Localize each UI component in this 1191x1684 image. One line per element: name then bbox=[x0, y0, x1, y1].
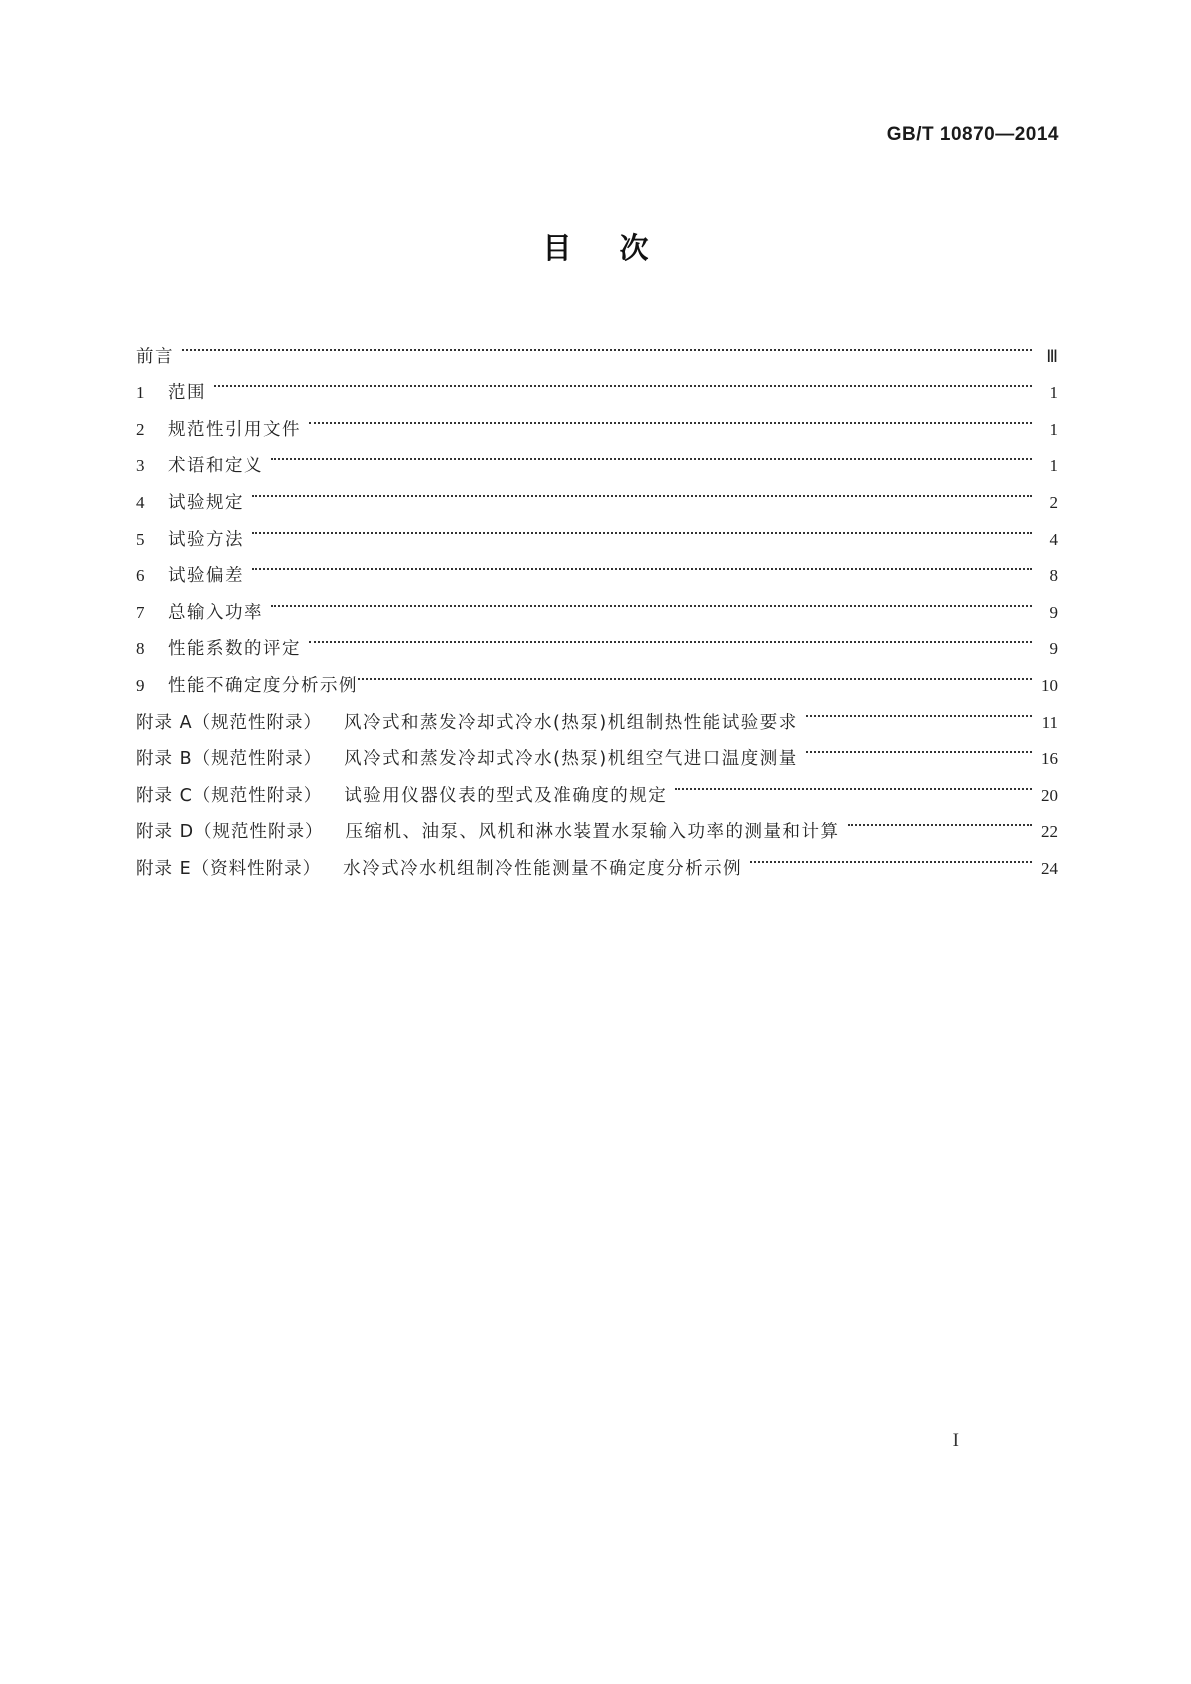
toc-entry-title: 性能系数的评定 bbox=[168, 639, 301, 660]
toc-entry-page: 9 bbox=[1049, 639, 1058, 659]
toc-annex-label: 附录 A（规范性附录） bbox=[136, 712, 323, 733]
toc-leader-dots bbox=[309, 618, 1032, 655]
toc-annex-label: 附录 B（规范性附录） bbox=[136, 749, 323, 770]
toc-entry-number: 3 bbox=[136, 456, 145, 476]
toc-entry-title: 总输入功率 bbox=[168, 602, 263, 623]
toc-leader-dots bbox=[848, 801, 1032, 838]
toc-entry-title: 性能不确定度分析示例 bbox=[168, 675, 358, 696]
toc-entry-number: 8 bbox=[136, 639, 145, 659]
toc-entry-foreword[interactable] bbox=[136, 325, 1058, 367]
toc-annex-label: 附录 C（规范性附录） bbox=[136, 785, 323, 806]
toc-entry-page: 2 bbox=[1049, 492, 1058, 512]
toc-entry-page: 8 bbox=[1049, 566, 1058, 586]
toc-entry-title: 试验用仪器仪表的型式及准确度的规定 bbox=[344, 785, 668, 806]
toc-entry-title: 压缩机、油泵、风机和淋水装置水泵输入功率的测量和计算 bbox=[345, 822, 840, 843]
toc-entry-number: 7 bbox=[136, 602, 145, 622]
toc-entry-number: 5 bbox=[136, 529, 145, 549]
toc-entry-number: 2 bbox=[136, 419, 145, 439]
toc-entry-number: 9 bbox=[136, 675, 145, 695]
toc-entry-page: 22 bbox=[1041, 822, 1058, 842]
toc-entry-title: 试验规定 bbox=[168, 492, 244, 513]
toc-entry-2[interactable] bbox=[136, 398, 1058, 440]
toc-entry-title: 风冷式和蒸发冷却式冷水(热泵)机组制热性能试验要求 bbox=[344, 712, 798, 733]
toc-annex-label: 附录 E（资料性附录） bbox=[136, 858, 322, 879]
toc-leader-dots bbox=[806, 728, 1032, 765]
toc-entry-3[interactable] bbox=[136, 435, 1058, 477]
toc-entry-page: 1 bbox=[1049, 419, 1058, 439]
toc-leader-dots bbox=[806, 691, 1032, 728]
toc-leader-dots bbox=[182, 325, 1032, 362]
toc-leader-dots bbox=[252, 471, 1032, 508]
toc-leader-dots bbox=[358, 654, 1032, 691]
toc-entry-page: 11 bbox=[1041, 712, 1058, 732]
toc-leader-dots bbox=[252, 545, 1032, 582]
toc-entry-page: 4 bbox=[1049, 529, 1058, 549]
toc-entry-7[interactable] bbox=[136, 581, 1058, 623]
toc-entry-number: 6 bbox=[136, 566, 145, 586]
toc-leader-dots bbox=[271, 435, 1032, 472]
toc-leader-dots bbox=[309, 398, 1032, 435]
toc-entry-title: 规范性引用文件 bbox=[168, 419, 301, 440]
toc-entry-page: Ⅲ bbox=[1046, 346, 1058, 366]
table-of-contents bbox=[136, 325, 1058, 879]
toc-entry-page: 10 bbox=[1041, 675, 1058, 695]
toc-entry-page: 1 bbox=[1049, 456, 1058, 476]
toc-entry-title: 试验方法 bbox=[168, 529, 244, 550]
toc-leader-dots bbox=[214, 362, 1032, 399]
toc-entry-number: 4 bbox=[136, 492, 145, 512]
toc-entry-title: 术语和定义 bbox=[168, 456, 263, 477]
page-number: I bbox=[952, 1430, 959, 1451]
toc-entry-title: 水冷式冷水机组制冷性能测量不确定度分析示例 bbox=[343, 858, 743, 879]
toc-entry-number: 1 bbox=[136, 383, 145, 403]
toc-entry-page: 24 bbox=[1041, 858, 1058, 878]
standard-code: GB/T 10870—2014 bbox=[886, 124, 1059, 145]
toc-leader-dots bbox=[675, 764, 1032, 801]
toc-entry-4[interactable] bbox=[136, 471, 1058, 513]
toc-entry-page: 20 bbox=[1041, 785, 1058, 805]
toc-entry-page: 9 bbox=[1049, 602, 1058, 622]
toc-entry-title: 范围 bbox=[168, 383, 206, 404]
toc-entry-page: 16 bbox=[1041, 749, 1058, 769]
toc-leader-dots bbox=[271, 581, 1032, 618]
toc-entry-5[interactable] bbox=[136, 508, 1058, 550]
toc-entry-title: 试验偏差 bbox=[168, 566, 244, 587]
toc-entry-1[interactable] bbox=[136, 362, 1058, 404]
page-title: 目次 bbox=[542, 231, 697, 265]
toc-leader-dots bbox=[750, 837, 1032, 874]
toc-entry-8[interactable] bbox=[136, 618, 1058, 660]
toc-entry-title: 前言 bbox=[136, 346, 174, 367]
toc-entry-title: 风冷式和蒸发冷却式冷水(热泵)机组空气进口温度测量 bbox=[344, 749, 798, 770]
toc-leader-dots bbox=[252, 508, 1032, 545]
toc-entry-6[interactable] bbox=[136, 545, 1058, 587]
toc-entry-page: 1 bbox=[1049, 383, 1058, 403]
toc-annex-label: 附录 D（规范性附录） bbox=[136, 822, 324, 843]
